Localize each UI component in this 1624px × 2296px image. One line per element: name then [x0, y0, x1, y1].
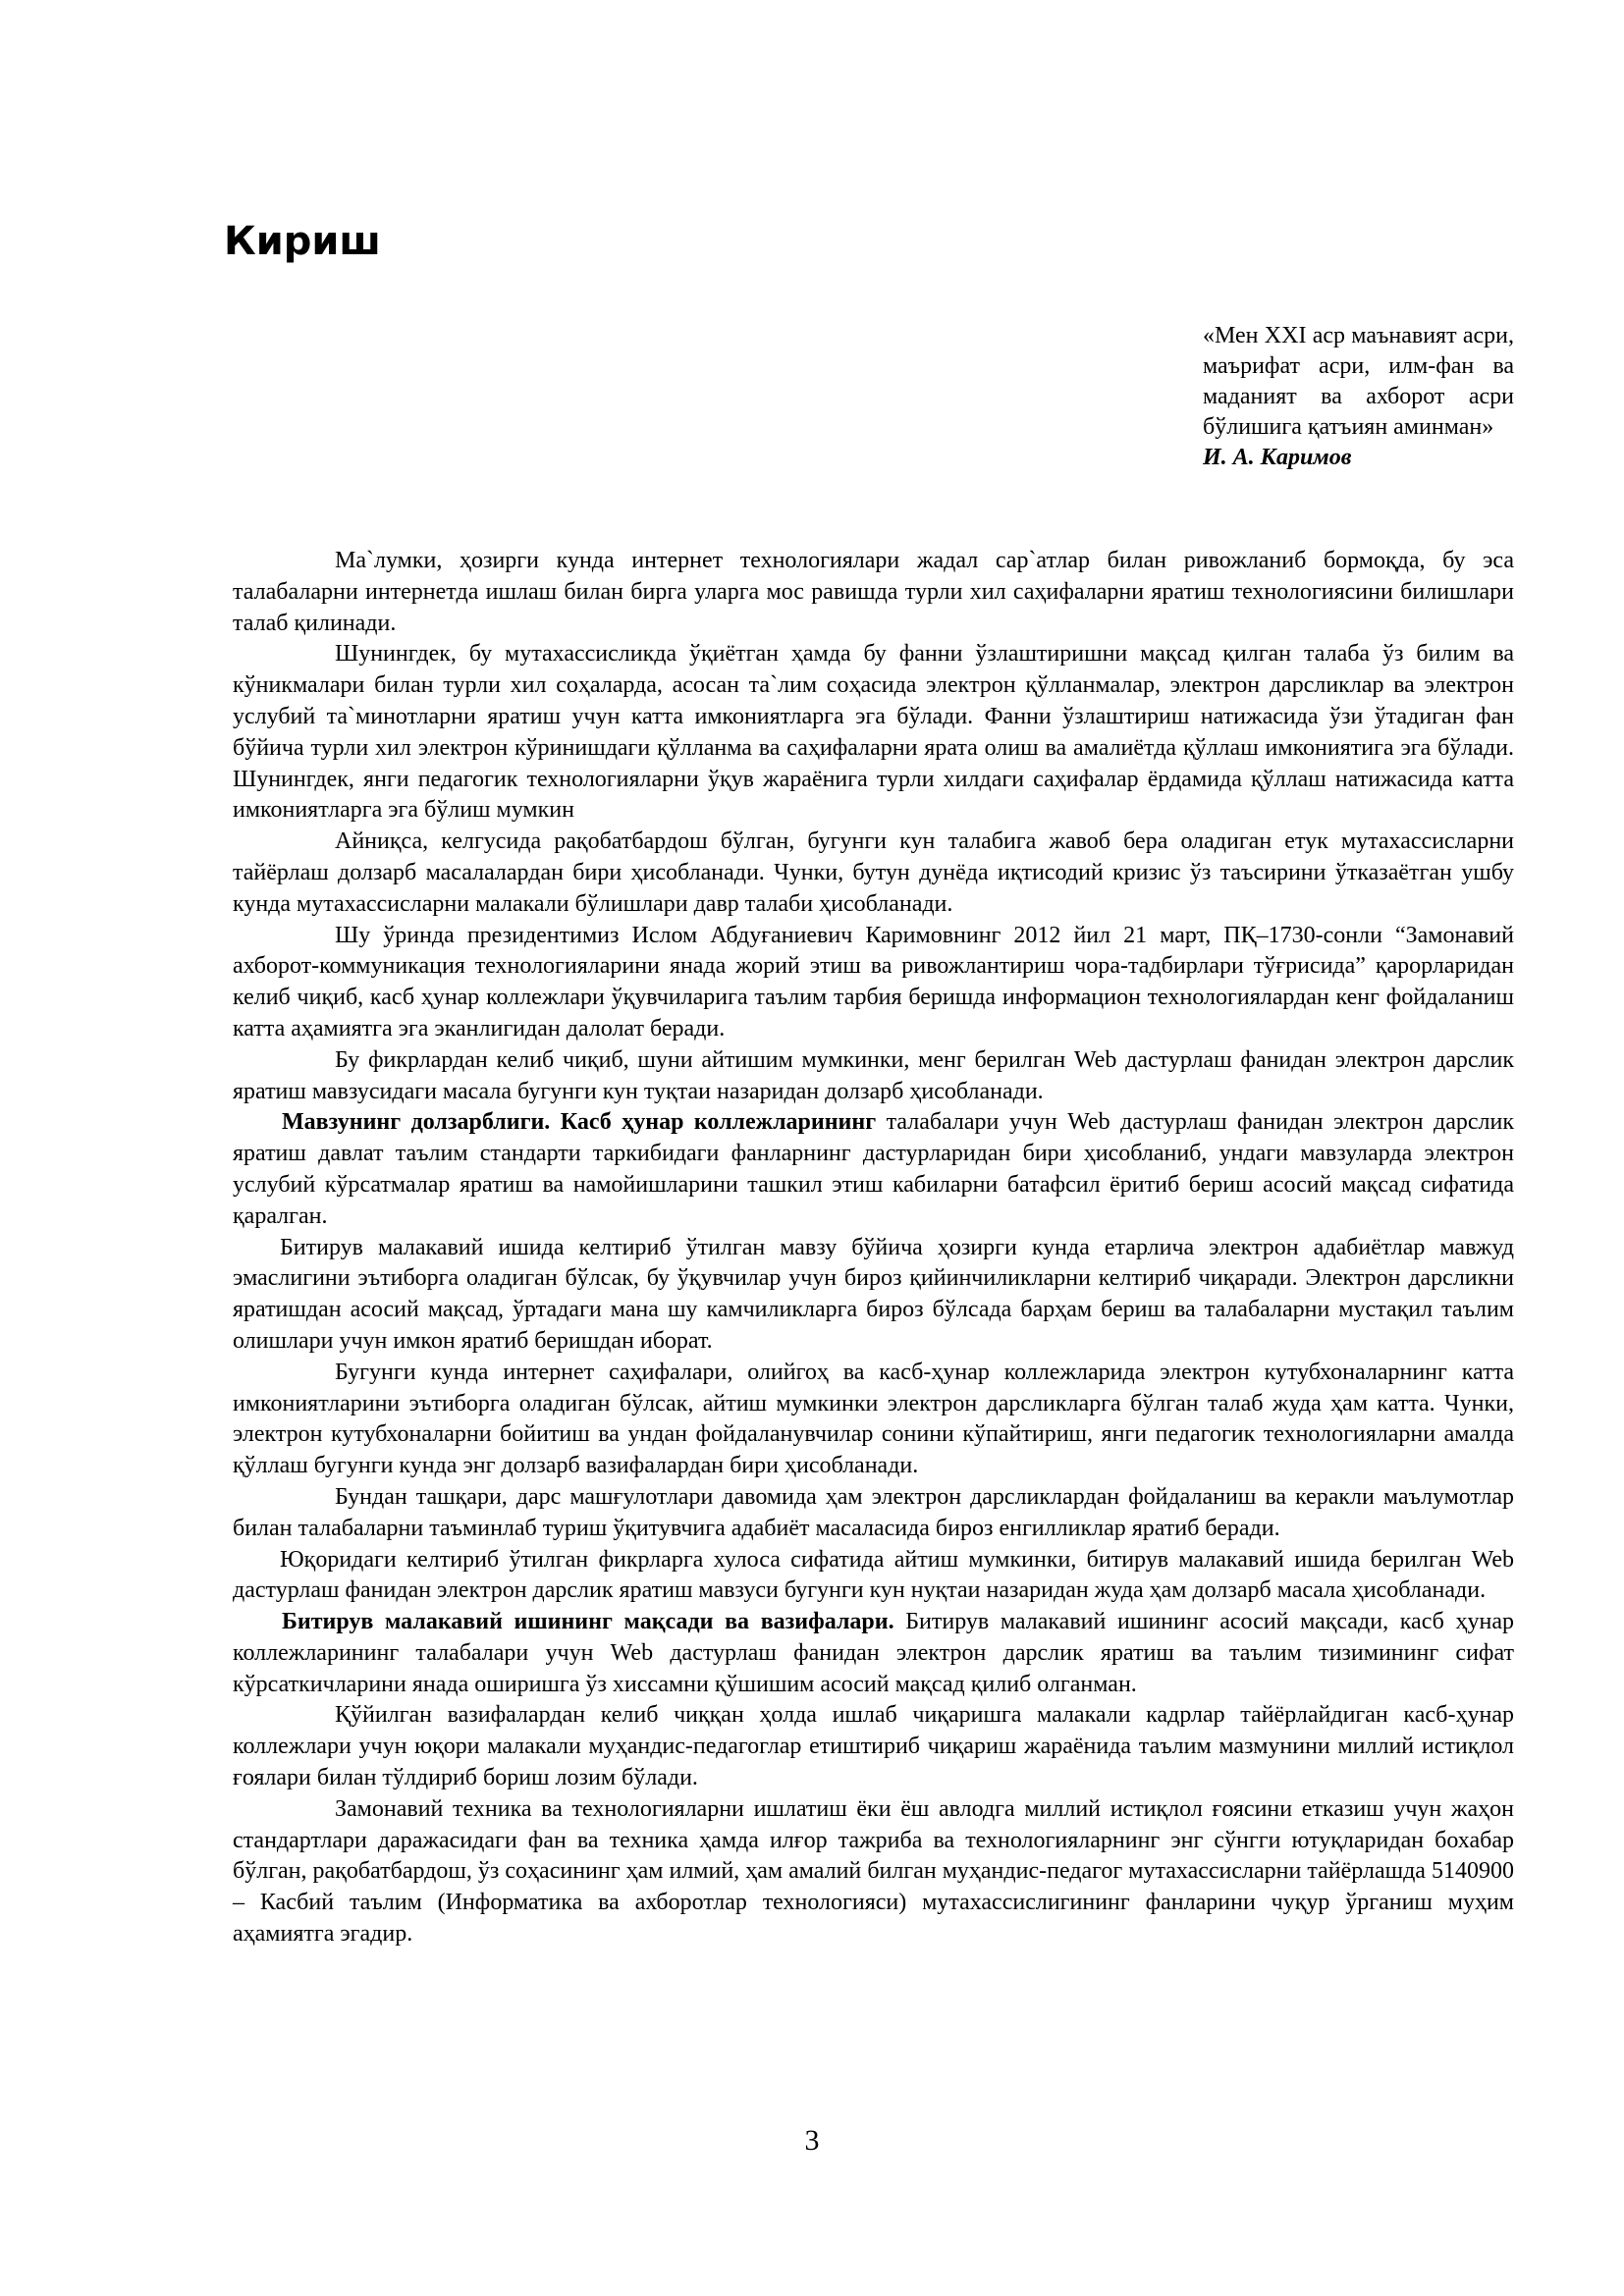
body-paragraph — [233, 1700, 1514, 1793]
epigraph-author: И. А. Каримов — [1203, 445, 1352, 470]
paragraph-text: Бу фикрлардан келиб чиқиб, шуни айтишим мумкинки, менг берилган Web дастурлаш фанидан электрон дарслик яратиш мавзусидаги масала бугунги кун туқтаи назаридан долзарб ҳисобланади. — [233, 1046, 1514, 1104]
page-title: Кириш — [224, 219, 381, 264]
body-paragraph — [233, 1358, 1514, 1482]
paragraph-text: Шунингдек, бу мутахассисликда ўқиётган ҳамда бу фанни ўзлаштиришни мақсад қилган талаба ўз билим ва кўникмалари билан турли хил соҳаларда, асосан та`лим соҳасида электрон қўлланмалар, электрон дарсликлар ва электрон услубий та`минотларни яратиш учун катта имкониятларга эга бўлади. Фанни ўзлаштириш натижасида ўзи ўтадиган фан бўйича турли хил электрон кўринишдаги қўлланма ва саҳифаларни ярата олиш ва амалиётда қўллаш имкониятига эга бўлади. Шунингдек, янги педагогик технологияларни ўқув жараёнига турли хилдаги саҳифалар ёрдамида қўллаш натижасида катта имкониятларга эга бўлиш мумкин — [233, 641, 1514, 824]
epigraph-quote: «Мен XXI аср маънавият асри, маърифат асри, илм-фан ва маданият ва ахборот асри бўлишига қатъиян аминман» — [1203, 323, 1514, 440]
paragraph-text: Бундан ташқари, дарс машғулотлари давомида ҳам электрон дарсликлардан фойдаланиш ва керакли маълумотлар билан талабаларни таъминлаб туриш ўқитувчига адабиёт масаласида бироз енгилликлар яратиб беради. — [233, 1483, 1514, 1541]
body-paragraph — [233, 546, 1514, 639]
body-paragraph — [233, 1607, 1514, 1700]
paragraph-text: Битирув малакавий ишида келтириб ўтилган мавзу бўйича ҳозирги кунда етарлича электрон адабиётлар мавжуд эмаслигини эътиборга оладиган бўлсак, бу ўқувчилар учун бироз қийинчиликларни келтириб чиқаради. Электрон дарсликни яратишдан асосий мақсад, ўртадаги мана шу камчиликларга бироз бўлсада барҳам бериш ва талабаларни мустақил таълим олишлари учун имкон яратиб беришдан иборат. — [233, 1234, 1514, 1354]
page-number: 3 — [804, 2124, 820, 2157]
body-paragraph — [233, 921, 1514, 1045]
paragraph-text: Юқоридаги келтириб ўтилган фикрларга хулоса сифатида айтиш мумкинки, битирув малакавий ишида берилган Web дастурлаш фанидан электрон дарслик яратиш мавзуси бугунги кун нуқтаи назаридан жуда ҳам долзарб масала ҳисобланади. — [233, 1546, 1514, 1604]
paragraph-text: Замонавий техника ва технологияларни ишлатиш ёки ёш авлодга миллий истиқлол ғоясини етказиш учун жаҳон стандартлари даражасидаги фан ва техника ҳамда илғор тажриба ва технологияларнинг энг сўнгги ютуқларидан бохабар бўлган, рақобатбардош, ўз соҳасининг ҳам илмий, ҳам амалий билган муҳандис-педагог мутахассисларни тайёрлашда 5140900 – Касбий таълим (Информатика ва ахборотлар технологияси) мутахассислигининг фанларини чуқур ўрганиш муҳим аҳамиятга эгадир. — [233, 1795, 1514, 1948]
paragraph-heading: Мавзунинг долзарблиги. Касб ҳунар коллежларининг — [282, 1109, 877, 1136]
paragraph-text: талабалари учун Web дастурлаш фанидан электрон дарслик яратиш давлат таълим стандарти таркибидаги фанларнинг дастурларидан бири ҳисобланиб, ундаги мавзуларда электрон услубий кўрсатмалар яратиш ва намойишларини ташкил этиш кабиларни батафсил ёритиб бериш асосий мақсад сифатида қаралган. — [233, 1109, 1515, 1229]
body-paragraph — [233, 1545, 1514, 1608]
body-paragraph — [233, 1794, 1514, 1950]
paragraph-text: Шу ўринда президентимиз Ислом Абдуғаниевич Каримовнинг 2012 йил 21 март, ПҚ–1730-сонли “Замонавий ахборот-коммуникация технологияларини янада жорий этиш ва ривожлантириш чора-тадбирлари тўғрисида” қарорларидан келиб чиқиб, касб ҳунар коллежлари ўқувчиларига таълим тарбия беришда информацион технологиялардан кенг фойдаланиш катта аҳамиятга эга эканлигидан далолат беради. — [233, 922, 1514, 1041]
document-body — [233, 546, 1514, 1950]
body-paragraph — [233, 1045, 1514, 1108]
paragraph-text: Битирув малакавий ишининг асосий мақсади, касб ҳунар коллежларининг талабалари учун Web дастурлаш фанидан электрон дарслик яратиш ва таълим тизимининг сифат кўрсаткичларини янада оширишга ўз хиссамни қўшишим асосий мақсад қилиб олганман. — [233, 1609, 1514, 1697]
body-paragraph — [233, 1107, 1514, 1232]
body-paragraph — [233, 827, 1514, 920]
body-paragraph — [233, 639, 1514, 827]
body-paragraph — [233, 1233, 1514, 1358]
body-paragraph — [233, 1482, 1514, 1545]
paragraph-text: Бугунги кунда интернет саҳифалари, олийгоҳ ва касб-ҳунар коллежларида электрон кутубхоналарнинг катта имкониятларини эътиборга оладиган бўлсак, айтиш мумкинки электрон дарсликларга бўлган талаб жуда ҳам катта. Чунки, электрон кутубхоналарни бойитиш ва ундан фойдаланувчилар сонини кўпайтириш, янги педагогик технологияларни амалда қўллаш бугунги кунда энг долзарб вазифалардан бири ҳисобланади. — [233, 1359, 1514, 1479]
epigraph — [1203, 321, 1514, 473]
paragraph-text: Қўйилган вазифалардан келиб чиққан ҳолда ишлаб чиқаришга малакали кадрлар тайёрлайдиган касб-ҳунар коллежлари учун юқори малакали муҳандис-педагоглар етиштириб чиқариш жараёнида таълим мазмунини миллий истиқлол ғоялари билан тўлдириб бориш лозим бўлади. — [233, 1702, 1514, 1791]
paragraph-text: Айниқса, келгусида рақобатбардош бўлган, бугунги кун талабига жавоб бера оладиган етук мутахассисларни тайёрлаш долзарб масалалардан бири ҳисобланади. Чунки, бутун дунёда иқтисодий кризис ўз таъсирини ўтказаётган ушбу кунда мутахассисларни малакали бўлишлари давр талаби ҳисобланади. — [233, 828, 1514, 917]
paragraph-text: Ма`лумки, ҳозирги кунда интернет технологиялари жадал сар`атлар билан ривожланиб бормоқда, бу эса талабаларни интернетда ишлаш билан бирга уларга мос равишда турли хил саҳифаларни яратиш технологиясини билишлари талаб қилинади. — [233, 548, 1514, 636]
paragraph-heading: Битирув малакавий ишининг мақсади ва вазифалари. — [282, 1609, 894, 1635]
